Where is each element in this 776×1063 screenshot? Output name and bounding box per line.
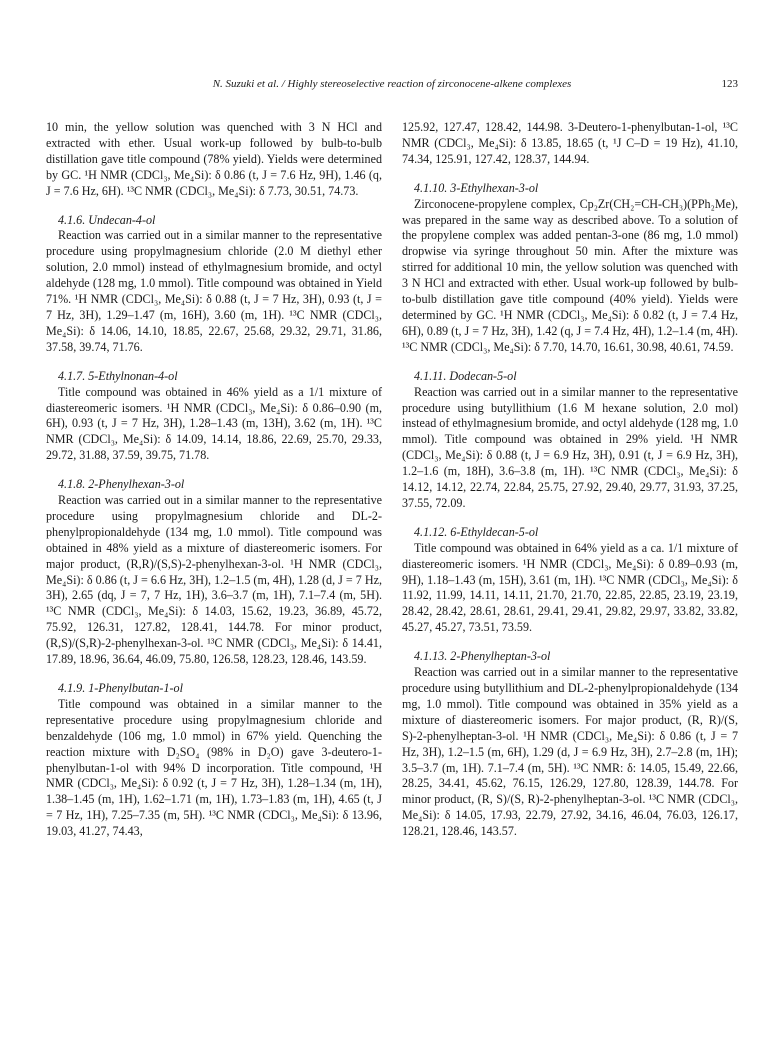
- continued-paragraph: 125.92, 127.47, 128.42, 144.98. 3-Deutero-1-phenylbutan-1-ol, ¹³C NMR (CDCl₃, Me₄Si): δ 13.85, 18.65 (t, ¹J C–D = 19 Hz), 41.10, 74.34, 125.91, 127.42, 128.37, 144.94.: [402, 120, 738, 166]
- section-undecan-4-ol: [46, 213, 382, 356]
- section-title: 4.1.8. 2-Phenylhexan-3-ol: [58, 477, 185, 492]
- section-body: Zirconocene-propylene complex, Cp₂Zr(CH₂=CH-CH₃)(PPh₂Me), was prepared in the same way as described above. To a solution of the propylene complex was added pentan-3-one (86 mg, 1.0 mmol) dropwise via syringe throughout 50 min. After the mixture was stirred for additional 10 min, the yellow solution was quenched with 3 N HCl and extracted with ether. Usual work-up followed by bulb-to-bulb distillation gave title compound (40% yield). Yields were determined by GC. ¹H NMR (CDCl₃, Me₄Si): δ 0.82 (t, J = 7.4 Hz, 6H), 0.89 (t, J = 7 Hz, 3H), 1.42 (q, J = 7.4 Hz, 4H), 1.2–1.4 (m, 4H). ¹³C NMR (CDCl₃, Me₄Si): δ 7.70, 14.70, 16.61, 30.98, 40.61, 74.59.: [402, 196, 738, 354]
- section-body: Title compound was obtained in 64% yield as a ca. 1/1 mixture of diastereomeric isomers. ¹H NMR (CDCl₃, Me₄Si): δ 0.89–0.93 (m, 9H), 1.18–1.43 (m, 15H), 3.61 (m, 1H). ¹³C NMR (CDCl₃, Me₄Si): δ 11.92, 11.99, 14.11, 14.11, 21.70, 21.70, 22.85, 22.85, 23.19, 23.19, 28.42, 28.42, 28.61, 28.61, 29.41, 29.41, 29.82, 29.97, 33.82, 33.82, 45.27, 45.27, 73.51, 73.59.: [402, 540, 738, 635]
- section-title: 4.1.10. 3-Ethylhexan-3-ol: [414, 180, 539, 195]
- journal-page: [46, 78, 738, 1038]
- section-3-ethylhexan-3-ol: [402, 181, 738, 356]
- section-body: Title compound was obtained in a similar manner to the representative procedure using propylmagnesium chloride and benzaldehyde (106 mg, 1.0 mmol) in 67% yield. Quenching the reaction mixture with D₂SO₄ (98% in D₂O) gave 3-deutero-1-phenylbutan-1-ol with 94% D incorporation. Title compound, ¹H NMR (CDCl₃, Me₄Si): δ 0.92 (t, J = 7 Hz, 3H), 1.28–1.34 (m, 1H), 1.38–1.45 (m, 1H), 1.62–1.71 (m, 1H), 1.73–1.83 (m, 1H), 4.65 (t, J = 7 Hz, 1H), 7.25–7.35 (m, 5H). ¹³C NMR (CDCl₃, Me₄Si): δ 13.96, 19.03, 41.27, 74.43,: [46, 696, 382, 839]
- section-body: Title compound was obtained in 46% yield as a 1/1 mixture of diastereomeric isomers. ¹H NMR (CDCl₃, Me₄Si): δ 0.86–0.90 (m, 6H), 0.93 (t, J = 7 Hz, 3H), 1.28–1.43 (m, 13H), 3.62 (m, 1H). ¹³C NMR (CDCl₃, Me₄Si): δ 14.09, 14.14, 18.86, 22.69, 25.70, 29.33, 29.72, 31.88, 37.59, 39.75, 71.78.: [46, 384, 382, 463]
- section-title: 4.1.13. 2-Phenylheptan-3-ol: [414, 649, 551, 664]
- page-header: [46, 78, 738, 94]
- section-1-phenylbutan-1-ol: [46, 681, 382, 840]
- left-column: [46, 120, 382, 840]
- section-5-ethylnonan-4-ol: [46, 369, 382, 464]
- section-title: 4.1.7. 5-Ethylnonan-4-ol: [58, 368, 178, 383]
- section-2-phenylhexan-3-ol: [46, 477, 382, 668]
- section-title: 4.1.6. Undecan-4-ol: [58, 212, 156, 227]
- section-body: Reaction was carried out in a similar manner to the representative procedure using propylmagnesium chloride (2.0 M diethyl ether solution, 2.0 mmol) instead of ethylmagnesium bromide, and octyl aldehyde (128 mg, 1.0 mmol). Title compound was obtained in Yield 71%. ¹H NMR (CDCl₃, Me₄Si): δ 0.88 (t, J = 7 Hz, 3H), 0.93 (t, J = 7 Hz, 3H), 1.29–1.47 (m, 16H), 3.60 (m, 1H). ¹³C NMR (CDCl₃, Me₄Si): δ 14.06, 14.10, 18.85, 22.67, 25.68, 29.32, 29.71, 31.86, 37.58, 39.74, 71.76.: [46, 228, 382, 354]
- section-body: Reaction was carried out in a similar manner to the representative procedure using butyllithium (1.6 M hexane solution, 2.0 mol) instead of ethylmagnesium bromide, and octyl aldehyde (128 mg, 1.0 mmol). Title compound was obtained in 29% yield. ¹H NMR (CDCl₃, Me₄Si): δ 0.88 (t, J = 6.9 Hz, 3H), 0.91 (t, J = 6.9 Hz, 3H), 1.2–1.6 (m, 18H), 3.6–3.8 (m, 1H). ¹³C NMR (CDCl₃, Me₄Si): δ 14.12, 14.12, 22.74, 22.84, 25.75, 27.92, 29.40, 29.77, 31.93, 37.25, 37.55, 72.09.: [402, 384, 738, 510]
- section-6-ethyldecan-5-ol: [402, 525, 738, 636]
- section-2-phenylheptan-3-ol: [402, 649, 738, 840]
- section-title: 4.1.12. 6-Ethyldecan-5-ol: [414, 524, 539, 539]
- right-column: [402, 120, 738, 840]
- section-title: 4.1.11. Dodecan-5-ol: [414, 368, 517, 383]
- section-title: 4.1.9. 1-Phenylbutan-1-ol: [58, 681, 183, 695]
- section-body: Reaction was carried out in a similar manner to the representative procedure using butyllithium and DL-2-phenylpropionaldehyde (134 mg, 1.0 mmol). Title compound was obtained in 35% yield as a mixture of diastereomeric isomers. For major product, (R, R)/(S, S)-2-phenylheptan-3-ol. ¹H NMR (CDCl₃, Me₄Si): δ 0.86 (t, J = 7 Hz, 3H), 1.2–1.5 (m, 6H), 1.29 (d, J = 6.9 Hz, 3H), 2.7–2.8 (m, 1H); 3.5–3.7 (m, 1H). 7.1–7.4 (m, 5H). ¹³C NMR: δ: 14.05, 15.49, 22.66, 28.25, 34.41, 45.62, 76.15, 126.29, 127.80, 128.39, 144.78. For minor product, (R, S)/(S, R)-2-phenylheptan-3-ol. ¹³C NMR (CDCl₃, Me₄Si): δ 14.05, 17.93, 22.79, 27.92, 34.16, 46.04, 76.03, 126.17, 128.21, 128.46, 143.57.: [402, 665, 738, 839]
- continued-paragraph: 10 min, the yellow solution was quenched with 3 N HCl and extracted with ether. Usual work-up followed by bulb-to-bulb distillation gave title compound (78% yield). Yields were determined by GC. ¹H NMR (CDCl₃, Me₄Si): δ 0.86 (t, J = 7.6 Hz, 9H), 1.46 (q, J = 7.6 Hz, 6H). ¹³C NMR (CDCl₃, Me₄Si): δ 7.73, 30.51, 74.73.: [46, 120, 382, 198]
- page-number: 123: [721, 78, 738, 90]
- running-title: N. Suzuki et al. / Highly stereoselective reaction of zirconocene-alkene complexes: [212, 78, 572, 90]
- section-body: Reaction was carried out in a similar manner to the representative procedure using propylmagnesium chloride and DL-2-phenylpropionaldehyde (134 mg, 1.0 mmol). Title compound was obtained in 48% yield as a mixture of diastereomeric isomers. For major product, (R,R)/(S,S)-2-phenylhexan-3-ol. ¹H NMR (CDCl₃, Me₄Si): δ 0.86 (t, J = 6.6 Hz, 3H), 1.2–1.5 (m, 4H), 1.28 (d, J = 7 Hz, 3H), 2.65 (dq, J = 7, 7 Hz, 1H), 3.6–3.7 (m, 1H), 7.1–7.4 (m, 5H). ¹³C NMR (CDCl₃, Me₄Si): δ 14.03, 15.62, 19.23, 36.89, 45.72, 75.92, 126.31, 127.82, 128.41, 144.78. For minor product, (R,S)/(S,R)-2-phenylhexan-3-ol. ¹³C NMR (CDCl₃, Me₄Si): δ 14.41, 17.89, 18.96, 36.64, 46.09, 75.80, 126.58, 128.23, 128.46, 143.59.: [46, 493, 382, 667]
- section-dodecan-5-ol: [402, 369, 738, 512]
